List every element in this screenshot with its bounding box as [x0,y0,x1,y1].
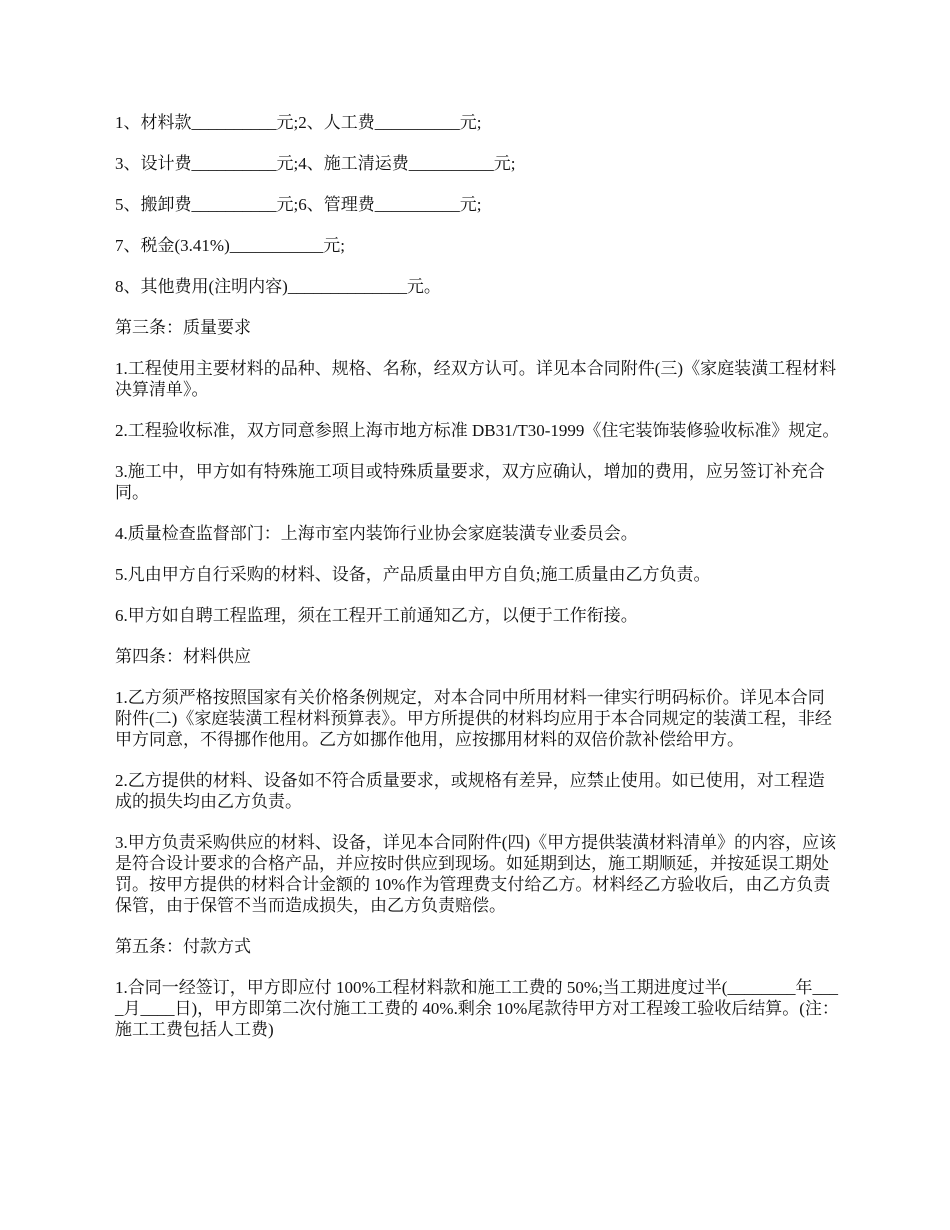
clause-4-1: 1.乙方须严格按照国家有关价格条例规定，对本合同中所用材料一律实行明码标价。详见本合同附件(二)《家庭装潢工程材料预算表》。甲方所提供的材料均应用于本合同规定的装潢工程，非经甲方同意，不得挪作他用。乙方如挪作他用，应按挪用材料的双倍价款补偿给甲方。 [115,688,832,749]
section-heading-3: 第三条：质量要求 [115,318,251,337]
clause-3-1: 1.工程使用主要材料的品种、规格、名称，经双方认可。详见本合同附件(三)《家庭装潢工程材料决算清单》。 [115,359,837,399]
fee-line-4: 7、税金(3.41%)___________元; [115,236,345,255]
clause-3-3: 3.施工中，甲方如有特殊施工项目或特殊质量要求，双方应确认，增加的费用，应另签订补充合同。 [115,462,825,502]
section-heading-4: 第四条：材料供应 [115,647,251,666]
clause-3-4: 4.质量检查监督部门：上海市室内装饰行业协会家庭装潢专业委员会。 [115,524,638,543]
fee-line-1: 1、材料款__________元;2、人工费__________元; [115,113,482,132]
document-page [115,112,840,1060]
clause-5-1: 1.合同一经签订，甲方即应付 100%工程材料款和施工工费的 50%;当工期进度过半(________年____月____日)，甲方即第二次付施工工费的 40%.剩余 10%尾款待甲方对工程竣工验收后结算。(注：施工工费包括人工费) [115,978,839,1039]
section-heading-5: 第五条：付款方式 [115,937,251,956]
clause-4-2: 2.乙方提供的材料、设备如不符合质量要求，或规格有差异，应禁止使用。如已使用，对工程造成的损失均由乙方负责。 [115,771,825,811]
fee-line-2: 3、设计费__________元;4、施工清运费__________元; [115,154,516,173]
clause-4-3: 3.甲方负责采购供应的材料、设备，详见本合同附件(四)《甲方提供装潢材料清单》的内容，应该是符合设计要求的合格产品，并应按时供应到现场。如延期到达，施工期顺延，并按延误工期处罚。按甲方提供的材料合计金额的 10%作为管理费支付给乙方。材料经乙方验收后，由乙方负责保管，由于保管不当而造成损失，由乙方负责赔偿。 [115,833,837,915]
clause-3-5: 5.凡由甲方自行采购的材料、设备，产品质量由甲方自负;施工质量由乙方负责。 [115,565,711,584]
clause-3-2: 2.工程验收标准，双方同意参照上海市地方标准 DB31/T30-1999《住宅装饰装修验收标准》规定。 [115,421,840,440]
clause-3-6: 6.甲方如自聘工程监理，须在工程开工前通知乙方，以便于工作衔接。 [115,606,638,625]
fee-line-3: 5、搬卸费__________元;6、管理费__________元; [115,195,482,214]
fee-line-5: 8、其他费用(注明内容)______________元。 [115,277,441,296]
